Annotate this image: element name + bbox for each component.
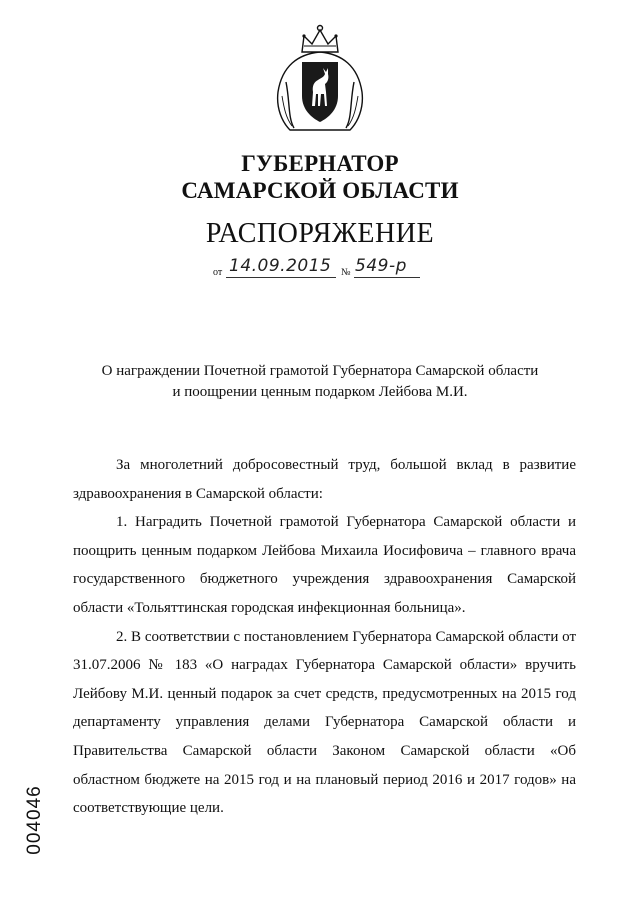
- body-paragraph: За многолетний добросовестный труд, большой вклад в развитие здравоохранения в Самарской области:: [73, 457, 576, 502]
- body-paragraph: 2. В соответствии с постановлением Губернатора Самарской области от 31.07.2006 № 183 «О наградах Губернатора Самарской области» вручить Лейбову М.И. ценный подарок за счет средств, предусмотренных на 2015 год департаменту управления делами Губернатора Самарской области и Правительства Самарской области Законом Самарской области «Об областном бюджете на 2015 год и на плановый период 2016 и 2017 годов» на соответствующие цели.: [73, 628, 576, 817]
- subject-line2: и поощрении ценным подарком Лейбова М.И.: [172, 384, 468, 400]
- document-body: [73, 451, 576, 823]
- org-title-line1: ГУБЕРНАТОР: [241, 151, 399, 176]
- number-value: 549-р: [355, 256, 407, 276]
- date-value: 14.09.2015: [229, 256, 332, 276]
- date-label: от: [213, 267, 223, 278]
- org-title-line2: САМАРСКОЙ ОБЛАСТИ: [181, 178, 459, 203]
- number-label: №: [341, 267, 351, 278]
- body-paragraph: 1. Наградить Почетной грамотой Губернатора Самарской области и поощрить ценным подарком Лейбова Михаила Иосифовича – главного врача государственного бюджетного учреждения здравоохранения Самарской области «Тольяттинская городская инфекционная больница».: [73, 514, 576, 616]
- document-subject: [0, 361, 640, 403]
- coat-of-arms-icon: [268, 22, 372, 134]
- serial-number-text: 004046: [24, 785, 45, 855]
- subject-line1: О награждении Почетной грамотой Губернатора Самарской области: [101, 363, 539, 379]
- number-underline: [354, 277, 420, 278]
- document-meta: [0, 258, 640, 282]
- document-type: РАСПОРЯЖЕНИЕ: [205, 218, 435, 249]
- date-underline: [226, 277, 336, 278]
- serial-number: [21, 779, 51, 869]
